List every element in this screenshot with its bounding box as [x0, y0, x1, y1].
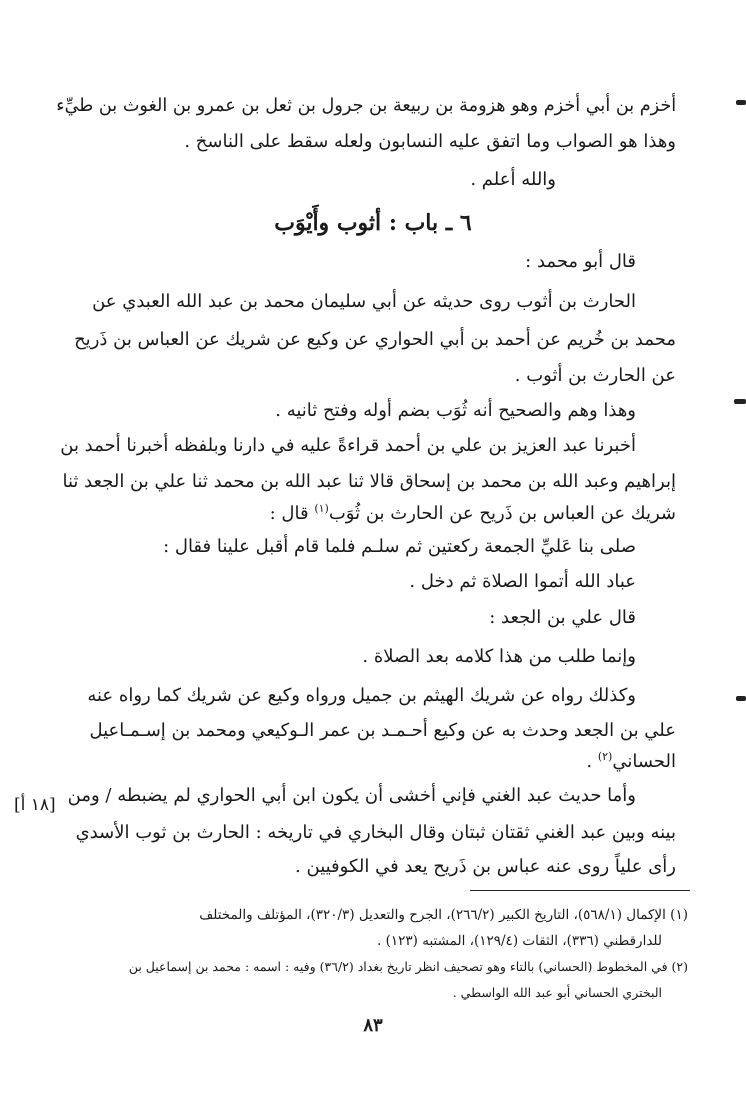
text-line: صلى بنا عَليِّ الجمعة ركعتين ثم سلـم فلما قام أقبل علينا فقال : — [163, 536, 636, 557]
text-line: عن الحارث بن أثوب . — [514, 365, 676, 386]
text-line: رأى علياً روى عنه عباس بن ذَريح يعد في الكوفيين . — [295, 856, 676, 877]
text-segment: شريك عن العباس بن ذَريح عن الحارث بن ثُوَب — [328, 503, 676, 524]
text-line: بينه وبين عبد الغني ثقتان ثبتان وقال البخاري في تاريخه : الحارث بن ثوب الأسدي — [75, 822, 676, 843]
text-line: قال علي بن الجعد : — [489, 607, 636, 628]
text-segment: الحساني — [612, 751, 676, 772]
text-line: علي بن الجعد وحدث به عن وكيع أحـمـد بن عمر الـوكيعي ومحمد بن إسـمـاعيل — [89, 720, 676, 741]
text-line: وهذا وهم والصحيح أنه ثُوَب بضم أوله وفتح ثانيه . — [275, 400, 636, 421]
text-line: وهذا هو الصواب وما اتفق عليه النسابون ولعله سقط على الناسخ . — [184, 131, 676, 152]
manuscript-folio-note: [١٨ أ] — [14, 795, 56, 815]
text-line: إبراهيم وعبد الله بن محمد بن إسحاق قالا ثنا عبد الله بن محمد ثنا علي بن الجعد ثنا — [62, 471, 676, 492]
text-line: وإنما طلب من هذا كلامه بعد الصلاة . — [362, 646, 636, 667]
text-line: أخزم بن أبي أخزم وهو هزومة بن ربيعة بن جرول بن ثعل بن عمرو بن الغوث بن طيِّء — [56, 95, 676, 116]
footnote-line: البختري الحساني أبو عبد الله الواسطي . — [452, 985, 662, 1000]
text-line: وأما حديث عبد الغني فإني أخشى أن يكون ابن أبي الحواري لم يضبطه / ومن — [67, 785, 636, 806]
text-segment: . — [586, 751, 598, 772]
text-line: وكذلك رواه عن شريك الهيثم بن جميل ورواه وكيع عن شريك كما رواه عنه — [87, 685, 636, 706]
text-line-with-footnote-ref — [586, 743, 676, 776]
text-line: عباد الله أتموا الصلاة ثم دخل . — [409, 571, 636, 592]
text-line: الحارث بن أثوب روى حديثه عن أبي سليمان محمد بن عبد الله العبدي عن — [92, 291, 636, 312]
footnote-ref-1: (١) — [314, 502, 329, 515]
text-line-with-footnote-ref — [270, 495, 676, 528]
text-segment: قال : — [269, 503, 315, 524]
text-line: والله أعلم . — [470, 169, 556, 190]
footnote-line: للدارقطني (٣٣٦)، الثقات (١٢٩/٤)، المشتبه (١٢٣) . — [377, 933, 662, 949]
footnote-ref-2: (٢) — [597, 750, 613, 763]
footnote-separator — [470, 890, 690, 891]
page-number: ٨٣ — [363, 1015, 383, 1036]
section-heading: ٦ ـ باب : أثوب وأَيْوَب — [274, 210, 472, 236]
binding-mark-lower — [736, 696, 746, 701]
binding-mark-middle — [734, 399, 746, 404]
footnote-line: (١) الإكمال (٥٦٨/١)، التاريخ الكبير (٢٦٦/٢)، الجرح والتعديل (٣٢٠/٣)، المؤتلف والمختلف — [199, 907, 688, 923]
text-line: محمد بن خُريم عن أحمد بن أبي الحواري عن وكيع عن شريك عن العباس بن ذَريح — [74, 329, 676, 350]
footnote-line: (٢) في المخطوط (الحساني) بالتاء وهو تصحيف انظر تاريخ بغداد (٣٦/٢) وفيه : اسمه : محمد بن إسماعيل بن — [128, 959, 688, 974]
binding-mark-top — [736, 100, 746, 105]
text-line: قال أبو محمد : — [525, 251, 636, 272]
text-line: أخبرنا عبد العزيز بن علي بن أحمد قراءةً عليه في دارنا وبلفظه أخبرنا أحمد بن — [60, 435, 636, 456]
